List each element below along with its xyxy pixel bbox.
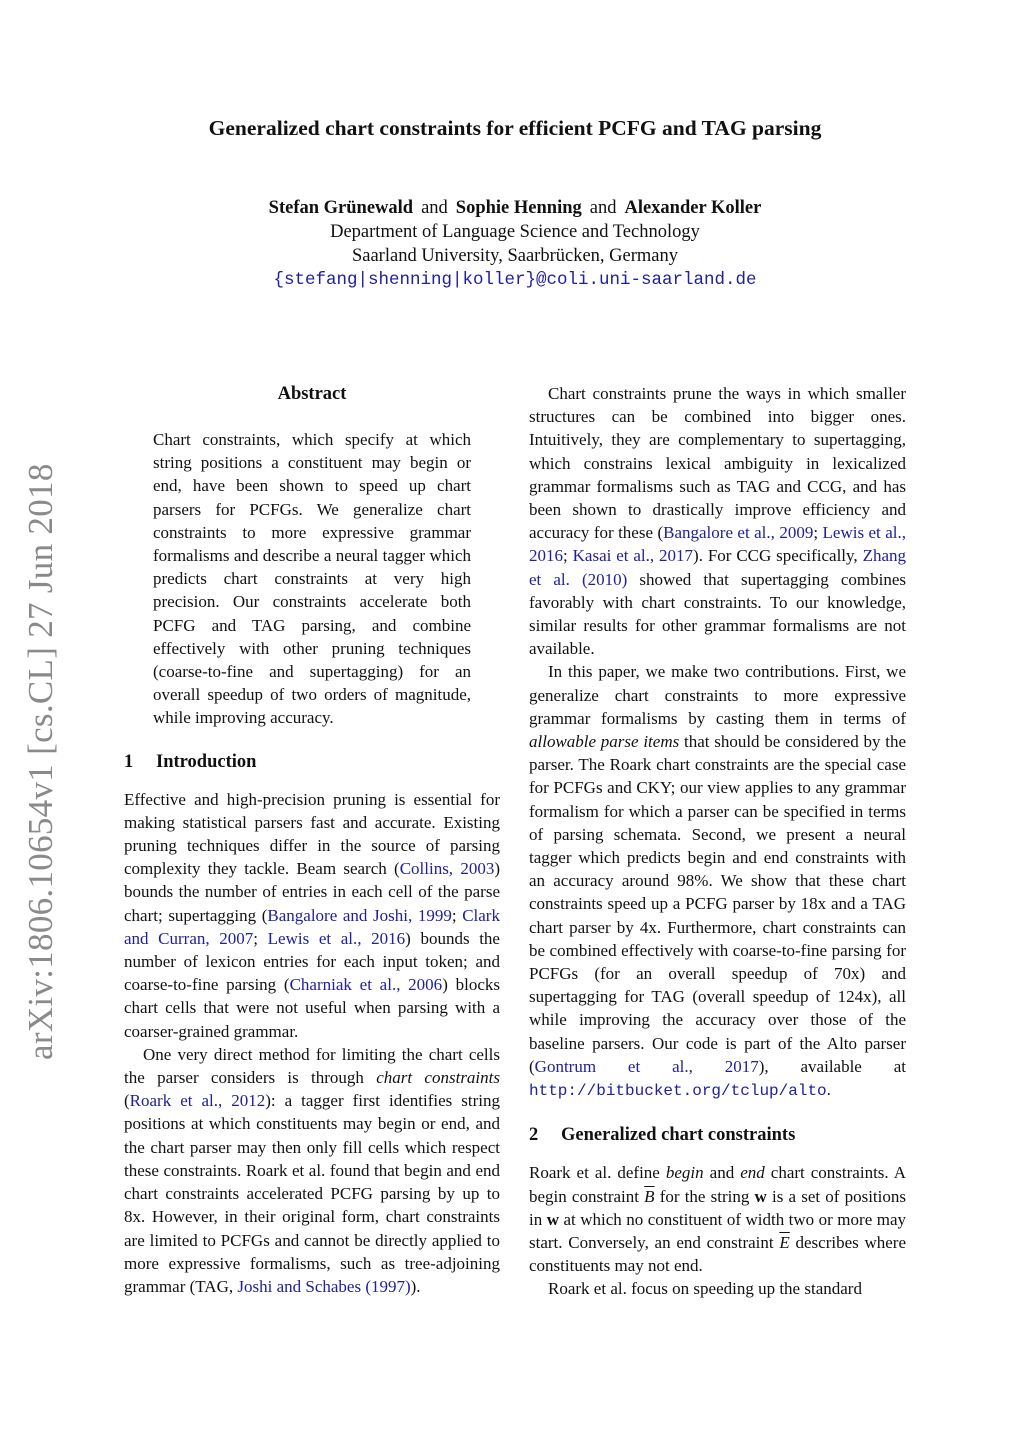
gcc-paragraph-2: Roark et al. focus on speeding up the standard: [548, 1279, 862, 1299]
section-heading-generalized-chart-constraints: [529, 1123, 906, 1147]
emphasis: end: [740, 1163, 765, 1183]
citation-link[interactable]: Joshi and Schabes (1997): [237, 1276, 411, 1296]
math-symbol-b-bar: $\overline{B}$: [644, 1186, 655, 1206]
text-run: ): a tagger first identifies string positions at which constituents may begin or end, and the chart parser may then only fill cells which respect these constraints. Roark et al. found that begin and end chart constraints accelerated PCFG parsing by up to 8x. However, in their original form, chart constraints are limited to PCFGs and cannot be directly applied to more expressive formalisms, such as tree-adjoining grammar (TAG,: [124, 1091, 500, 1296]
text-run: and: [703, 1163, 741, 1183]
math-symbol-e-bar: $\overline{E}$: [779, 1232, 790, 1252]
citation-link[interactable]: Clark and Curran, 2007: [124, 905, 500, 948]
text-run: One very direct method for limiting the chart cells the parser considers is through: [124, 1044, 500, 1088]
author-names: [120, 196, 910, 220]
text-run: Effective and high-precision pruning is essential for making statistical parsers fast and accurate. Existing pruning techniques differ in the source of parsing complexity they tackle. Beam search (: [124, 789, 500, 879]
code-url-link[interactable]: http://bitbucket.org/tclup/alto: [529, 1082, 827, 1101]
section-heading-introduction: [124, 750, 500, 774]
abstract-heading: Abstract: [277, 384, 347, 404]
citation-link[interactable]: Collins, 2003: [399, 859, 495, 879]
arxiv-stamp: arXiv:1806.10654v1 [cs.CL] 27 Jun 2018: [21, 463, 60, 1060]
paper-title: Generalized chart constraints for efficient PCFG and TAG parsing: [208, 116, 822, 140]
text-run: .: [826, 1080, 831, 1100]
citation-link[interactable]: Charniak et al., 2006: [289, 975, 443, 995]
text-run: for the string: [654, 1186, 755, 1206]
intro-paragraph-3: [529, 382, 906, 660]
text-run: showed that supertagging combines favorably with chart constraints. To our knowledge, similar results for other grammar formalisms are not available.: [529, 569, 907, 659]
author-email[interactable]: {stefang|shenning|koller}@coli.uni-saarland.de: [273, 270, 757, 290]
gcc-paragraph-1: [529, 1161, 906, 1277]
text-run: ).: [410, 1276, 421, 1296]
text-run: is a set of positions in: [529, 1186, 906, 1229]
right-column: [529, 382, 906, 1301]
intro-paragraph-2: [124, 1043, 500, 1298]
section-number: 2: [529, 1125, 539, 1146]
text-run: ) bounds the number of entries in each cell of the parse chart; supertagging (: [124, 859, 501, 925]
citation-link[interactable]: Zhang et al. (2010): [529, 546, 906, 589]
section-title: Introduction: [156, 751, 257, 772]
abstract-text: Chart constraints, which specify at which string positions a constituent may begin or end, have been shown to speed up chart parsers for PCFGs. We generalize chart constraints to more expressive grammar formalisms and describe a neural tagger which predicts chart constraints at very high precision. Our constraints accelerate both PCFG and TAG parsing, and combine effectively with other pruning techniques (coarse-to-fine and supertagging) for an overall speedup of two orders of magnitude, while improving accuracy.: [153, 430, 471, 728]
math-bold-w: w: [546, 1209, 559, 1229]
section-number: 1: [124, 751, 134, 772]
text-run: ) blocks chart cells that were not useful when parsing with a coarser-grained grammar.: [124, 975, 500, 1041]
intro-paragraph-1: [124, 788, 500, 1043]
text-run: Roark et al. define: [529, 1163, 666, 1183]
citation-link[interactable]: Lewis et al., 2016: [529, 523, 906, 566]
text-run: chart constraints. A begin constraint: [529, 1163, 907, 1206]
text-run: ) bounds the number of lexicon entries for each input token; and coarse-to-fine parsing (: [124, 928, 500, 995]
emphasis: begin: [665, 1163, 704, 1183]
text-run: ), available at: [758, 1056, 906, 1076]
citation-link[interactable]: Bangalore et al., 2009: [663, 523, 814, 543]
citation-link[interactable]: Bangalore and Joshi, 1999: [267, 905, 452, 925]
text-run: ;: [813, 523, 823, 543]
citation-link[interactable]: Gontrum et al., 2017: [534, 1056, 759, 1076]
affiliation-univ: Saarland University, Saarbrücken, Germany: [351, 246, 679, 266]
text-run: ;: [253, 928, 268, 948]
citation-link[interactable]: Lewis et al., 2016: [267, 928, 406, 948]
citation-link[interactable]: Kasai et al., 2017: [572, 546, 694, 566]
intro-paragraph-4: [529, 660, 906, 1103]
left-column: [124, 382, 500, 1298]
text-run: ;: [563, 546, 573, 566]
math-bold-w: w: [754, 1186, 767, 1206]
emphasis: allowable parse items: [529, 732, 680, 752]
section-title: Generalized chart constraints: [561, 1125, 796, 1146]
text-run: ;: [451, 905, 463, 925]
text-run: In this paper, we make two contributions. First, we generalize chart constraints to more expressive grammar formalisms by casting them in terms of: [529, 662, 906, 728]
citation-link[interactable]: Roark et al., 2012: [129, 1091, 266, 1111]
author-separator: and: [421, 198, 448, 218]
text-run: Chart constraints prune the ways in which smaller structures can be combined into bigger ones. Intuitively, they are complementary to supertagging, which constrains lexical ambiguity in lexicalized grammar formalisms such as TAG and CCG, and has been shown to drastically improve efficiency and accuracy for these (: [529, 384, 906, 543]
text-run: (: [124, 1091, 130, 1111]
author-name: Alexander Koller: [624, 198, 762, 218]
affiliation-dept: Department of Language Science and Technology: [330, 222, 700, 242]
author-block: [120, 196, 910, 292]
text-run: describes where constituents may not end.: [529, 1232, 907, 1276]
author-separator: and: [589, 198, 617, 218]
author-name: Sophie Henning: [455, 198, 582, 218]
author-name: Stefan Grünewald: [268, 198, 414, 218]
text-run: that should be considered by the parser. The Roark chart constraints are the special case for PCFGs and CKY; our view applies to any grammar formalism for which a parser can be specified in terms of parsing schemata. Second, we present a neural tagger which predicts begin and end constraints with an accuracy around 98%. We show that these chart constraints speed up a PCFG parser by 18x and a TAG chart parser by 4x. Furthermore, chart constraints can be combined effectively with coarse-to-fine parsing for PCFGs (for an overall speedup of 70x) and supertagging for TAG (overall speedup of 124x), all while improving the accuracy over those of the baseline parsers. Our code is part of the Alto parser (: [529, 732, 906, 1076]
text-run: at which no constituent of width two or more may start. Conversely, an end constraint: [529, 1209, 906, 1252]
text-run: ). For CCG specifically,: [693, 546, 863, 566]
emphasis: chart constraints: [376, 1068, 500, 1088]
